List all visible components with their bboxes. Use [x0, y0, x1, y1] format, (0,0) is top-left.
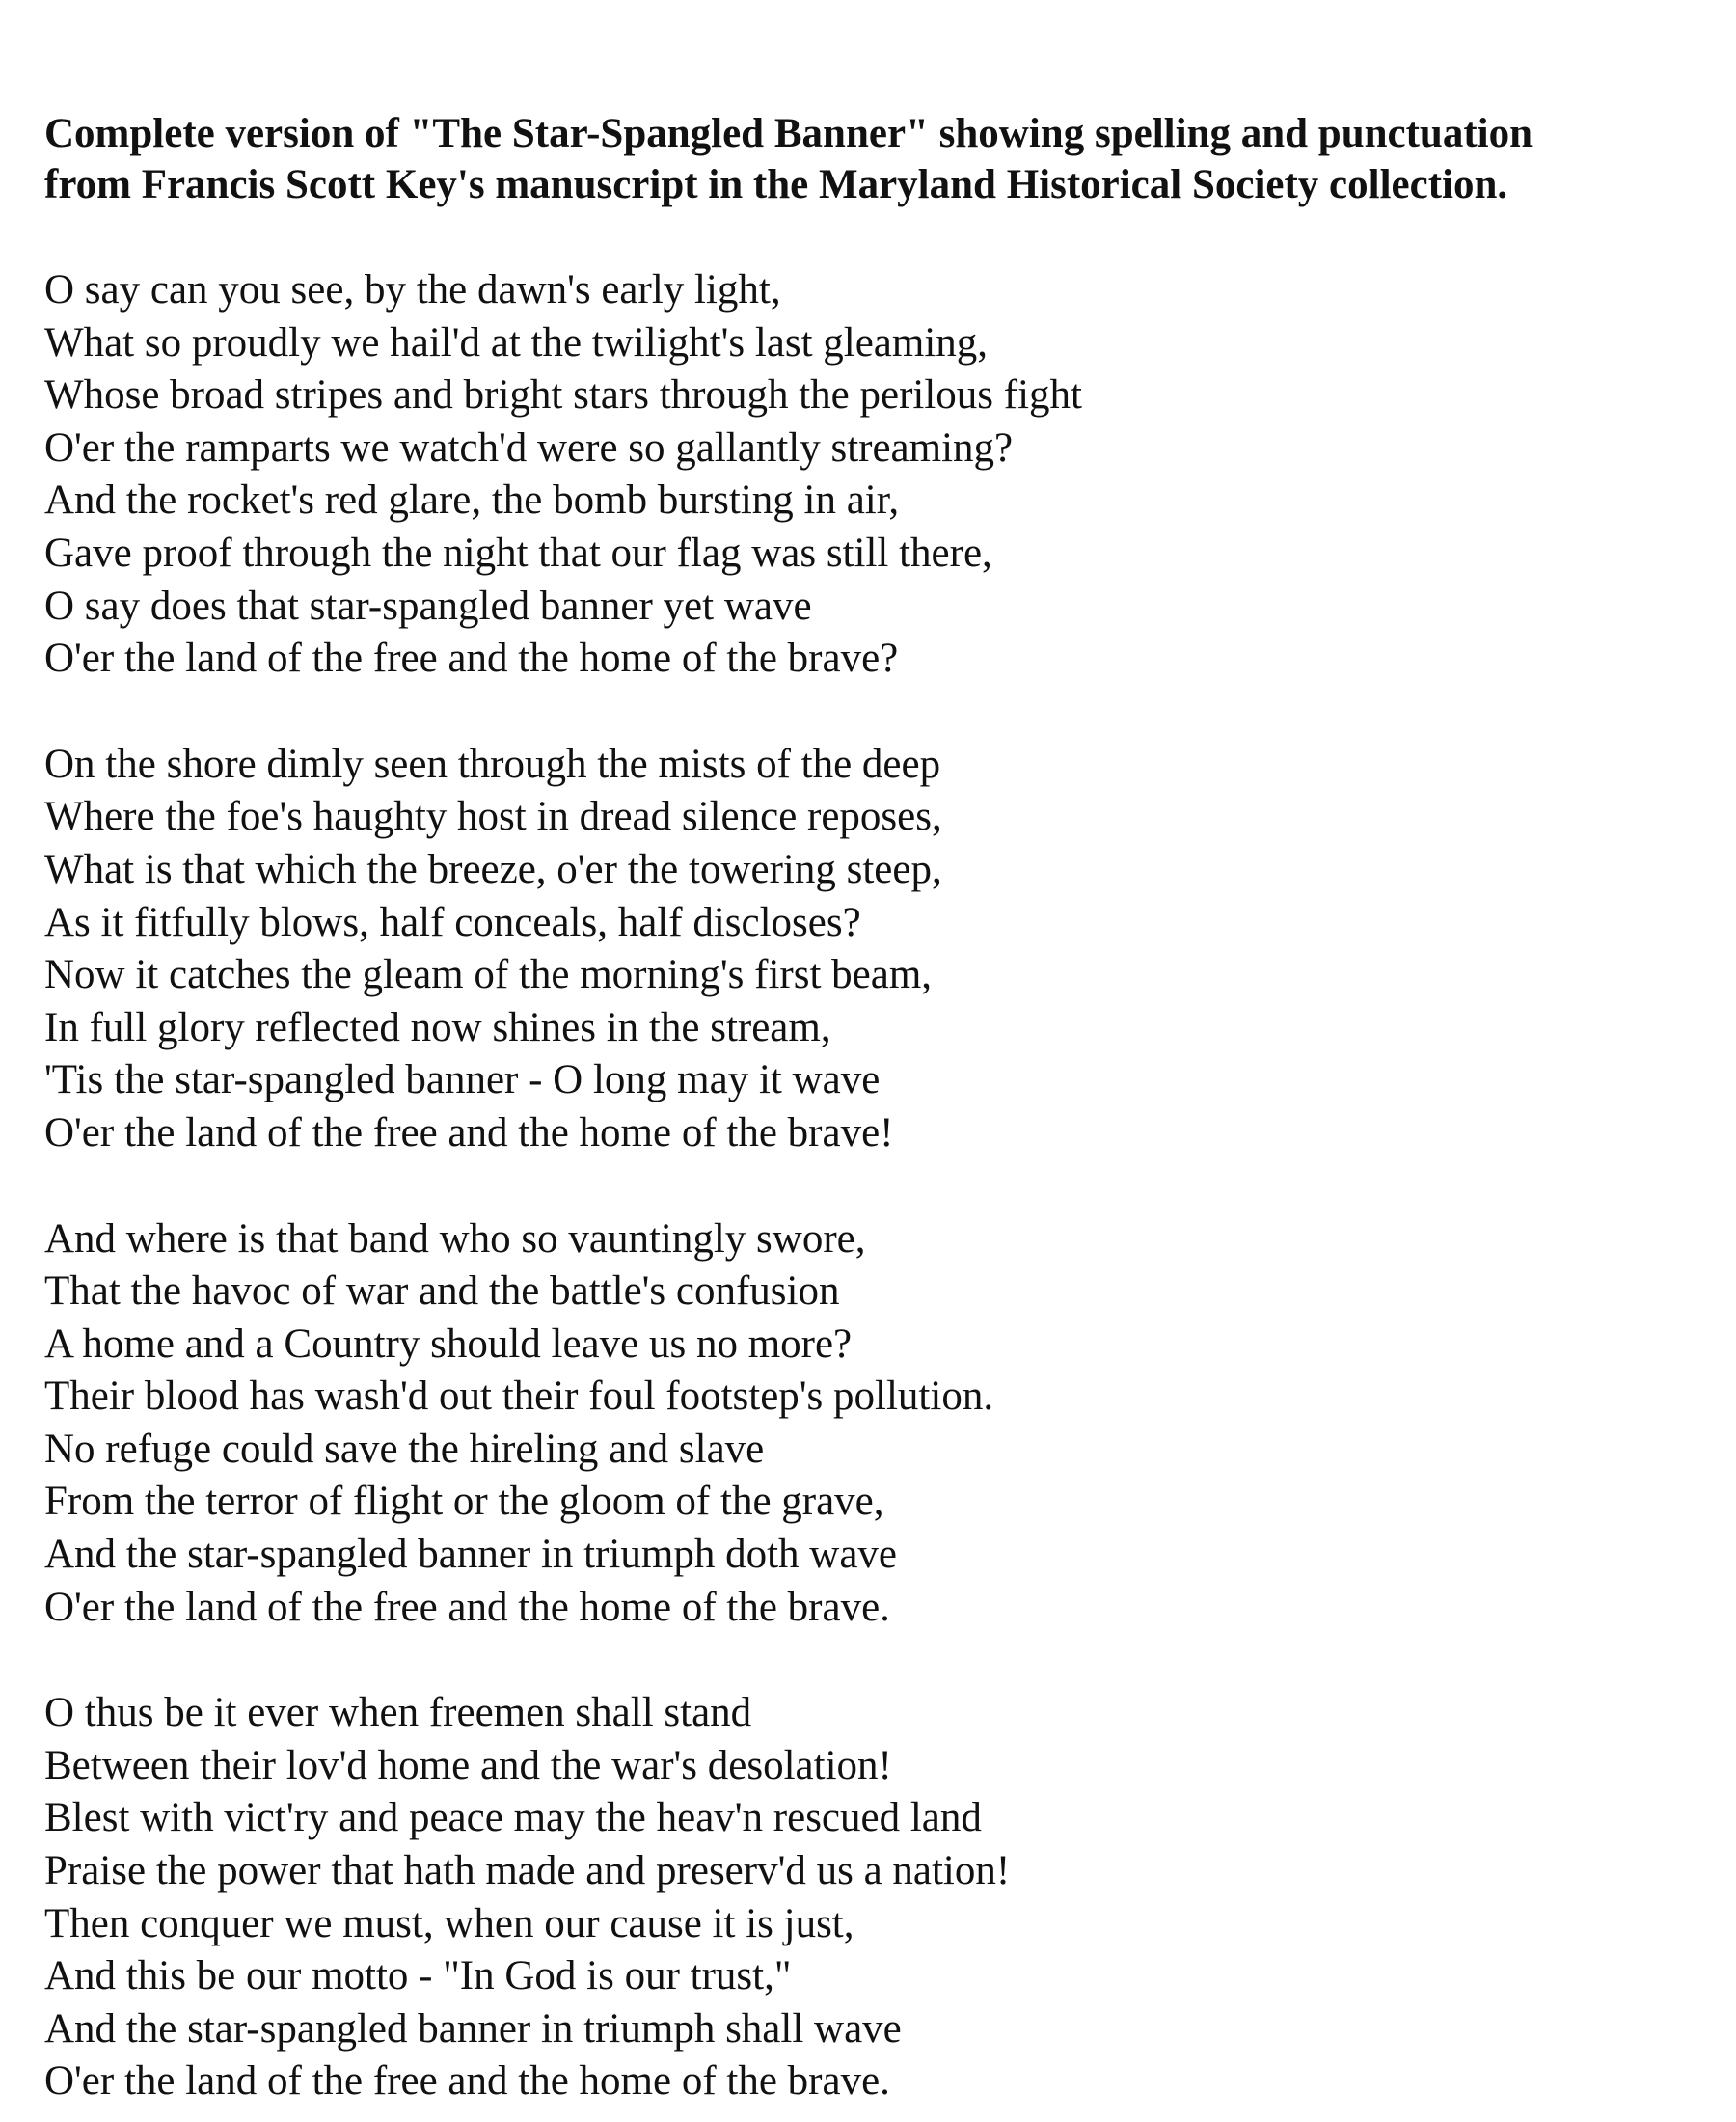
verse-line: O'er the land of the free and the home of the brave!	[44, 1109, 894, 1156]
verse-line: And the rocket's red glare, the bomb bursting in air,	[44, 477, 900, 524]
stanza-4	[44, 1687, 1703, 2108]
verse-line: And the star-spangled banner in triumph shall wave	[44, 2005, 902, 2052]
verse-line: From the terror of flight or the gloom of the grave,	[44, 1479, 884, 1525]
verse-line: Between their lov'd home and the war's desolation!	[44, 1742, 892, 1788]
verse-line: And where is that band who so vauntingly swore,	[44, 1215, 866, 1262]
verse-line: O'er the land of the free and the home of the brave.	[44, 2058, 890, 2105]
verse-line: No refuge could save the hireling and slave	[44, 1426, 765, 1472]
verse-line: O'er the land of the free and the home of the brave?	[44, 636, 899, 682]
stanza-3	[44, 1213, 1703, 1635]
verse-line: Gave proof through the night that our flag was still there,	[44, 530, 992, 576]
verse-line: As it fitfully blows, half conceals, half discloses?	[44, 899, 861, 945]
verse-line: Blest with vict'ry and peace may the heav'n rescued land	[44, 1795, 982, 1841]
verse-line: And the star-spangled banner in triumph doth wave	[44, 1532, 897, 1578]
verse-line: Then conquer we must, when our cause it is just,	[44, 1900, 854, 1946]
verse-line: On the shore dimly seen through the mists of the deep	[44, 741, 941, 787]
heading-line: Complete version of "The Star-Spangled Banner" showing spelling and punctuation	[44, 111, 1533, 156]
heading-line: from Francis Scott Key's manuscript in the Maryland Historical Society collection.	[44, 162, 1508, 207]
verse-line: Whose broad stripes and bright stars through the perilous fight	[44, 372, 1082, 419]
verse-line: And this be our motto - "In God is our trust,"	[44, 1953, 792, 2000]
document-heading	[44, 108, 1703, 210]
verse-line: That the havoc of war and the battle's confusion	[44, 1268, 840, 1315]
verse-line: Where the foe's haughty host in dread silence reposes,	[44, 794, 942, 840]
verse-line: O'er the ramparts we watch'd were so gallantly streaming?	[44, 424, 1014, 471]
verse-line: A home and a Country should leave us no more?	[44, 1320, 853, 1367]
verse-line: In full glory reflected now shines in the stream,	[44, 1004, 831, 1050]
verse-line: What so proudly we hail'd at the twilight's last gleaming,	[44, 319, 989, 366]
verse-line: O say does that star-spangled banner yet wave	[44, 583, 812, 629]
verse-line: O say can you see, by the dawn's early light,	[44, 267, 781, 313]
verse-line: O'er the land of the free and the home of the brave.	[44, 1584, 890, 1630]
verse-line: What is that which the breeze, o'er the towering steep,	[44, 846, 942, 892]
verse-line: Now it catches the gleam of the morning's first beam,	[44, 952, 933, 998]
stanza-2	[44, 739, 1703, 1160]
stanza-1	[44, 264, 1703, 686]
verse-line: Praise the power that hath made and preserv'd us a nation!	[44, 1848, 1011, 1894]
verse-line: Their blood has wash'd out their foul footstep's pollution.	[44, 1374, 994, 1420]
verse-line: 'Tis the star-spangled banner - O long may it wave	[44, 1057, 881, 1103]
verse-line: O thus be it ever when freemen shall stand	[44, 1690, 752, 1736]
document-page	[44, 108, 1703, 2108]
